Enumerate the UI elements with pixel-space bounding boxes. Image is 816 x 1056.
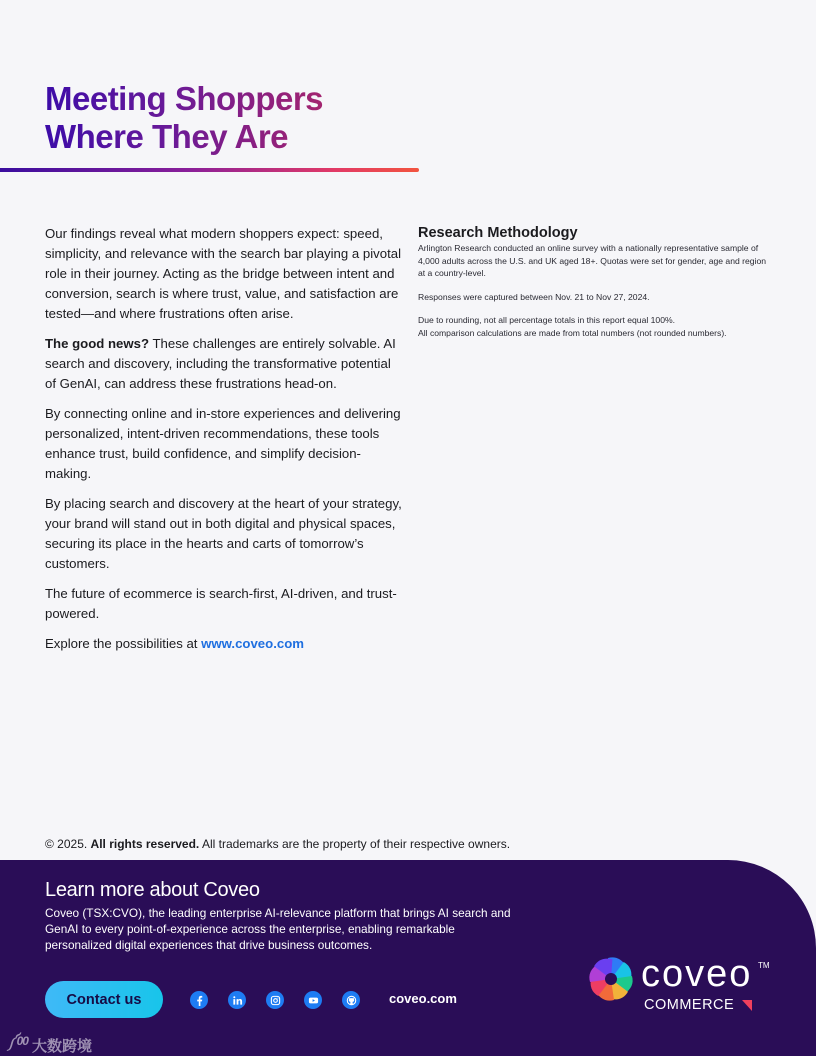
trademark-symbol: TM [758, 961, 770, 970]
footer-description: Coveo (TSX:CVO), the leading enterprise AI-relevance platform that brings AI search and GenAI to every point-of-experience across the enterprise, enabling remarkable personalized digital experiences that drive business outcomes. [45, 906, 511, 952]
title-line-1: Meeting Shoppers [45, 80, 324, 117]
copyright-bold: All rights reserved. [90, 837, 200, 851]
rounding-line-1: Due to rounding, not all percentage totals in this report equal 100%. [418, 315, 676, 325]
copyright-suffix: All trademarks are the property of their respective owners. [199, 837, 511, 851]
paragraph-connecting: By connecting online and in-store experiences and delivering personalized, intent-driven recommendations, these tools enhance trust, build confidence, and simplify decision-making. [45, 406, 401, 481]
coveo-site-link[interactable]: coveo.com [389, 991, 457, 1006]
methodology-heading: Research Methodology [418, 225, 578, 241]
paragraph-findings: Our findings reveal what modern shoppers expect: speed, simplicity, and relevance with the search bar playing a pivotal role in their journey. Acting as the bridge between intent and conversion, search is where trust, value, and satisfaction are tested—and where frustrations often arise. [45, 226, 401, 321]
rounding-line-2: All comparison calculations are made from total numbers (not rounded numbers). [418, 327, 727, 338]
copyright-notice [45, 837, 510, 851]
contact-us-button[interactable]: Contact us [45, 981, 163, 1018]
instagram-icon[interactable] [266, 991, 284, 1009]
research-methodology [418, 225, 774, 350]
paragraph-explore [45, 634, 405, 654]
watermark-text: 大数跨境 [31, 1037, 92, 1055]
methodology-survey: Arlington Research conducted an online survey with a nationally representative sample of 4,000 adults across the U.S. and UK aged 18+. Quotas were set for gender, age and region at a country-level. [418, 243, 767, 278]
github-icon[interactable] [342, 991, 360, 1009]
watermark-logo: ༼00 [8, 1034, 28, 1048]
title-underline [0, 168, 419, 172]
footer [0, 860, 816, 1056]
youtube-icon[interactable] [304, 991, 322, 1009]
methodology-rounding [418, 314, 774, 339]
facebook-icon[interactable] [190, 991, 208, 1009]
methodology-dates: Responses were captured between Nov. 21 to Nov 27, 2024. [418, 291, 650, 302]
title-line-2: Where They Are [45, 118, 289, 155]
linkedin-icon[interactable] [228, 991, 246, 1009]
paragraph-future: The future of ecommerce is search-first, AI-driven, and trust-powered. [45, 586, 397, 621]
footer-heading: Learn more about Coveo [45, 879, 260, 901]
coveo-link[interactable]: www.coveo.com [201, 636, 304, 651]
commerce-label: COMMERCE [644, 997, 735, 1013]
paragraph-placing: By placing search and discovery at the heart of your strategy, your brand will stand out in both digital and physical spaces, securing its place in the hearts and carts of tomorrow’s customers. [45, 496, 402, 571]
coveo-commerce-logo [586, 954, 786, 1024]
coveo-mark-icon [586, 954, 636, 1004]
good-news-text: These challenges are entirely solvable. AI search and discovery, including the transformative potential of GenAI, can address these frustrations head-on. [45, 336, 396, 391]
good-news-lead: The good news? [45, 336, 150, 351]
explore-text: Explore the possibilities at [45, 636, 202, 651]
commerce-triangle-icon [742, 1000, 752, 1011]
coveo-wordmark: coveo [641, 953, 753, 995]
social-links [190, 991, 360, 1009]
paragraph-good-news [45, 334, 405, 394]
page-title [45, 80, 323, 156]
watermark [8, 1028, 92, 1056]
body-text [45, 224, 405, 664]
copyright-prefix: © 2025. [45, 837, 91, 851]
